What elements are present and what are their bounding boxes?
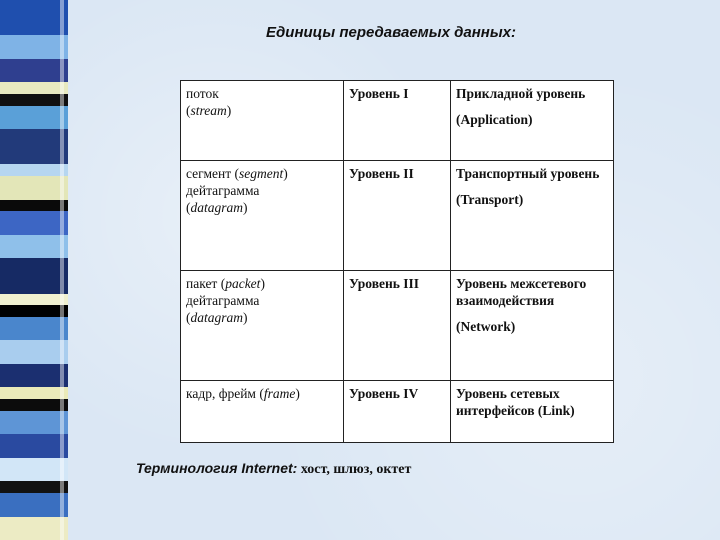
table-row <box>181 81 614 161</box>
unit-line: дейтаграмма <box>186 293 260 308</box>
decorative-stripe <box>0 59 68 82</box>
level-label: Уровень II <box>349 166 414 181</box>
table-row <box>181 271 614 381</box>
layer-cell <box>451 381 614 443</box>
layer-name: Уровень межсетевого взаимодействия <box>456 276 587 308</box>
level-cell <box>344 161 451 271</box>
level-cell <box>344 271 451 381</box>
layer-name: Транспортный уровень <box>456 166 600 181</box>
unit-line: сегмент (segment) <box>186 166 288 181</box>
decorative-stripe <box>0 364 68 387</box>
decorative-stripe <box>0 517 68 540</box>
unit-cell <box>181 381 344 443</box>
layer-english: (Application) <box>456 112 533 127</box>
level-cell <box>344 81 451 161</box>
level-label: Уровень III <box>349 276 420 291</box>
decorative-stripe <box>0 305 68 317</box>
unit-cell <box>181 81 344 161</box>
decorative-stripe <box>0 481 68 493</box>
decorative-stripe <box>0 94 68 106</box>
decorative-stripe <box>0 106 68 129</box>
decorative-stripe <box>0 258 68 293</box>
decorative-stripe <box>0 340 68 363</box>
unit-line: (datagram) <box>186 200 248 215</box>
decorative-stripe <box>0 434 68 457</box>
decorative-stripe <box>0 399 68 411</box>
unit-cell <box>181 161 344 271</box>
decorative-stripe <box>0 35 68 58</box>
layer-name: Прикладной уровень <box>456 86 586 101</box>
footer-words: хост, шлюз, октет <box>300 462 412 477</box>
decorative-stripe <box>0 129 68 164</box>
decorative-stripe <box>0 387 68 399</box>
level-label: Уровень I <box>349 86 409 101</box>
terminology-footer <box>136 460 411 478</box>
layer-english: (Transport) <box>456 192 524 207</box>
layer-cell <box>451 161 614 271</box>
decorative-stripe <box>0 411 68 434</box>
decorative-stripe-bar <box>0 0 68 540</box>
footer-term: Терминология Internet <box>136 460 293 476</box>
data-units-table <box>180 80 614 443</box>
decorative-stripe <box>0 317 68 340</box>
layer-english: (Network) <box>456 319 516 334</box>
decorative-stripe <box>0 294 68 306</box>
level-cell <box>344 381 451 443</box>
decorative-stripe <box>0 164 68 176</box>
unit-line: пакет (packet) <box>186 276 265 291</box>
unit-line: (stream) <box>186 103 232 118</box>
slide-title: Единицы передаваемых данных: <box>266 24 516 41</box>
decorative-stripe <box>0 493 68 516</box>
unit-line: (datagram) <box>186 310 248 325</box>
footer-colon: : <box>292 460 298 476</box>
table-row <box>181 161 614 271</box>
layer-name: Уровень сетевых интерфейсов (Link) <box>456 386 575 418</box>
unit-line: кадр, фрейм (frame) <box>186 386 300 401</box>
decorative-stripe <box>0 235 68 258</box>
decorative-stripe <box>0 176 68 199</box>
unit-cell <box>181 271 344 381</box>
decorative-stripe <box>0 0 68 35</box>
unit-line: дейтаграмма <box>186 183 260 198</box>
decorative-stripe <box>0 211 68 234</box>
decorative-stripe <box>0 458 68 481</box>
layer-cell <box>451 271 614 381</box>
layer-cell <box>451 81 614 161</box>
decorative-stripe <box>0 200 68 212</box>
level-label: Уровень IV <box>349 386 419 401</box>
unit-line: поток <box>186 86 219 101</box>
table-row <box>181 381 614 443</box>
decorative-stripe-edge <box>60 0 64 540</box>
decorative-stripe <box>0 82 68 94</box>
